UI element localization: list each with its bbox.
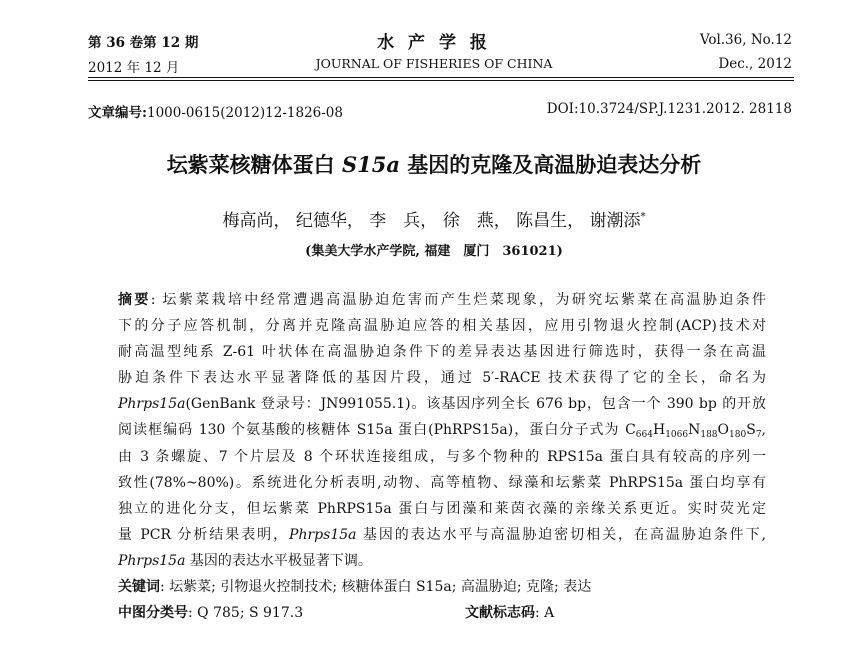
formula-element: O: [717, 422, 730, 439]
abstract-line-text: 基因的表达水平与高温胁迫密切相关，在高温胁迫条件下,: [356, 526, 766, 543]
date-cn: 2012 年 12 月: [88, 60, 180, 76]
article-title: [0, 149, 868, 179]
article-number-label: 文章编号:: [88, 105, 147, 121]
formula-element: N: [688, 422, 701, 439]
volume-issue-en: Vol.36, No.12: [699, 32, 792, 48]
molecular-formula: [625, 422, 766, 441]
formula-subscript: 664: [635, 430, 653, 441]
keywords-label: 关键词: [118, 579, 160, 595]
abstract: [118, 287, 766, 574]
abstract-line: [118, 522, 766, 548]
abstract-line: 独立的进化分支，但坛紫菜 PhRPS15a 蛋白与团藻和莱茵衣藻的亲缘关系更近。实时荧光定: [118, 500, 766, 517]
keywords: [118, 576, 591, 596]
abstract-line: [118, 287, 766, 313]
date-en: Dec., 2012: [718, 56, 792, 72]
abstract-line: 耐高温型纯系 Z-61 叶状体在高温胁迫条件下的差异表达基因进行筛选时，获得一条在高温: [118, 344, 766, 361]
header-rule-bottom: [88, 80, 794, 81]
formula-punct: ,: [761, 422, 766, 439]
document-code-text: : A: [535, 605, 555, 621]
gene-name-italic: Phrps15a: [118, 552, 186, 569]
abstract-line: 下的分子应答机制，分离并克隆高温胁迫应答的相关基因，应用引物退火控制(ACP)技术对: [118, 318, 766, 335]
article-number: [88, 101, 343, 121]
classification-text: : Q 785; S 917.3: [188, 605, 304, 621]
abstract-line: [118, 391, 766, 417]
abstract-line-text: 基因的表达水平极显著下调。: [185, 552, 372, 569]
formula-subscript: 1066: [665, 430, 689, 441]
formula-element: C: [625, 422, 636, 439]
classification-label: 中图分类号: [118, 605, 188, 621]
formula-element: H: [652, 422, 666, 439]
abstract-line: 致性(78%~80%)。系统进化分析表明,动物、高等植物、绿藻和坛紫菜 PhRPS15a 蛋白均享有: [118, 474, 766, 491]
gene-name-italic: Phrps: [118, 396, 160, 413]
abstract-line: 胁迫条件下表达水平显著降低的基因片段，通过 5′-RACE 技术获得了它的全长，命名为: [118, 370, 766, 387]
abstract-line-text: 量 PCR 分析结果表明，: [118, 526, 290, 543]
abstract-line: [118, 417, 766, 443]
gene-name-italic-suffix: 15a: [159, 396, 186, 413]
formula-subscript: 188: [700, 430, 718, 441]
title-part-1: 坛紫菜核糖体蛋白: [166, 152, 342, 177]
classification-number: [118, 602, 303, 622]
journal-name-cn: 水 产 学 报: [377, 33, 491, 53]
author-list: [0, 206, 868, 231]
authors: 梅高尚， 纪德华， 李 兵， 徐 燕， 陈昌生， 谢潮添: [222, 211, 641, 231]
gene-name-italic: Phrps15a: [289, 526, 357, 543]
abstract-line: 由 3 条螺旋、7 个片层及 8 个环状连接组成，与多个物种的 RPS15a 蛋白具有较高的序列一: [118, 448, 766, 465]
keywords-text: : 坛紫菜; 引物退火控制技术; 核糖体蛋白 S15a; 高温胁迫; 克隆; 表达: [160, 579, 592, 595]
header-rule-top: [88, 77, 794, 78]
abstract-line-text: (GenBank 登录号：JN991055.1)。该基因序列全长 676 bp，包含一个 390 bp 的开放: [185, 396, 766, 413]
corresponding-mark: *: [640, 211, 646, 223]
doi: DOI:10.3724/SP.J.1231.2012. 28118: [546, 101, 792, 117]
journal-name-en: JOURNAL OF FISHERIES OF CHINA: [315, 56, 553, 71]
document-code: [465, 602, 554, 622]
formula-subscript: 180: [729, 430, 747, 441]
article-number-value: 1000-0615(2012)12-1826-08: [146, 105, 343, 121]
formula-element: S: [746, 422, 756, 439]
abstract-line-text: 阅读框编码 130 个氨基酸的核糖体 S15a 蛋白(PhRPS15a)，蛋白分子式为: [118, 422, 626, 439]
abstract-line: [118, 548, 766, 574]
title-part-2: 基因的克隆及高温胁迫表达分析: [400, 152, 702, 177]
title-gene: S15a: [342, 152, 400, 177]
formula-subscript: 7: [755, 430, 762, 441]
volume-issue-cn: 第 36 卷第 12 期: [88, 35, 199, 51]
affiliation: (集美大学水产学院, 福建 厦门 361021): [305, 244, 563, 259]
abstract-label: 摘要: [118, 292, 151, 308]
document-code-label: 文献标志码: [465, 605, 535, 621]
abstract-line-text: : 坛紫菜栽培中经常遭遇高温胁迫危害而产生烂菜现象，为研究坛紫菜在高温胁迫条件: [150, 292, 766, 308]
